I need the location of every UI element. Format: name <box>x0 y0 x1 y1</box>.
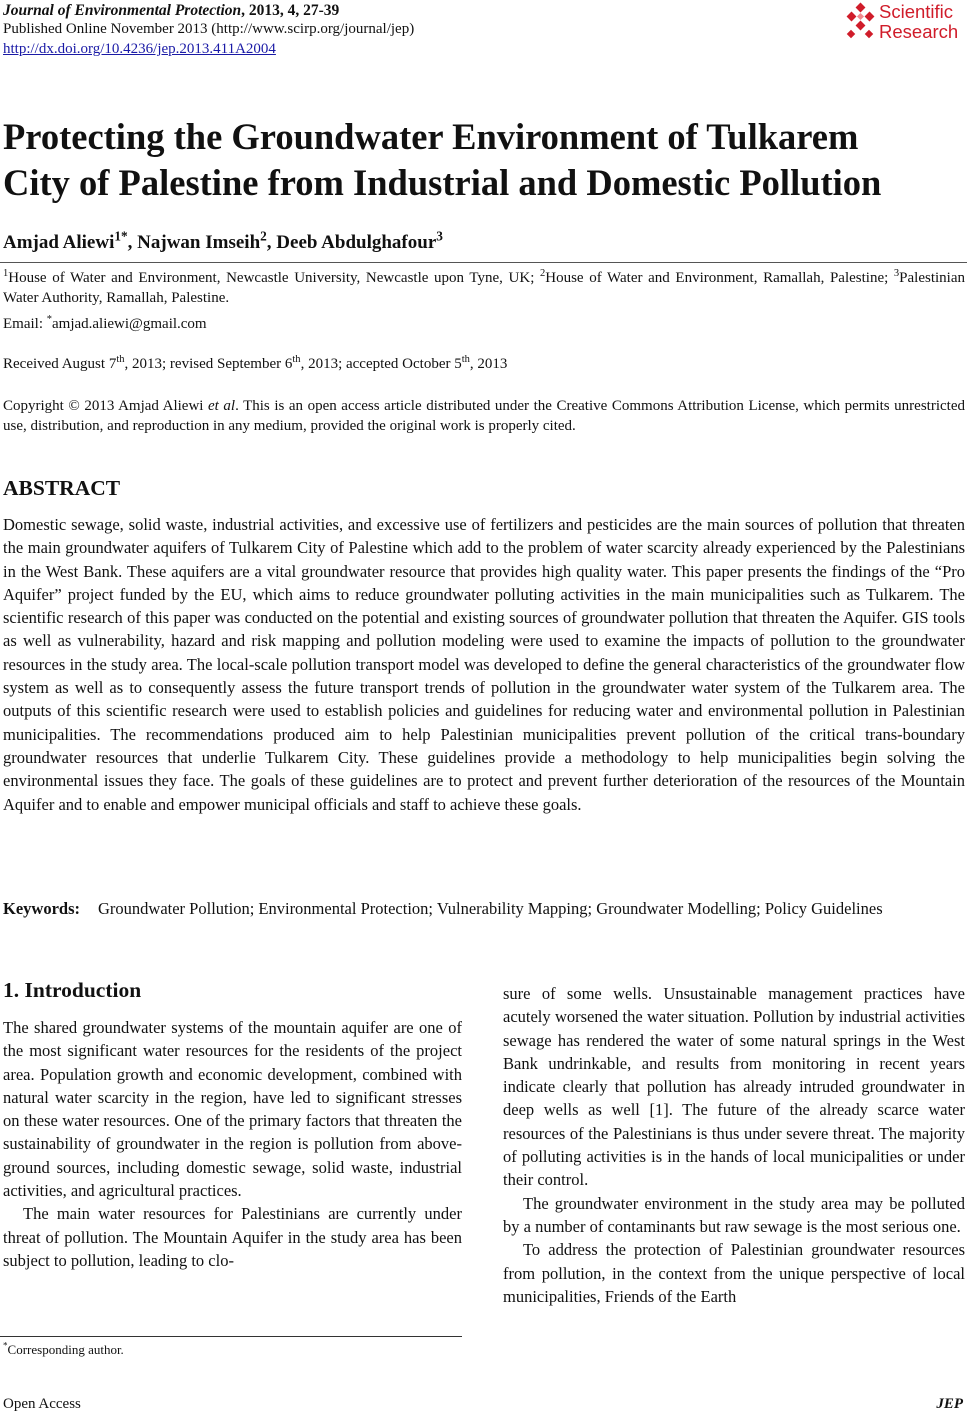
paragraph: The groundwater environment in the study area may be polluted by a number of contaminants but raw sewage is the most serious one. <box>503 1193 965 1236</box>
paragraph: The shared groundwater systems of the mountain aquifer are one of the most significant water resources for the residents of the project area. Population growth and economic development, combined with natural water scarcity in the region, have led to significant stresses on these water resources. One of the primary factors that threaten the sustainability of groundwater in the region is pollution from above-ground sources, including domestic sewage, solid waste, industrial activities, and agricultural practices. <box>3 1018 462 1201</box>
et-al: et al <box>208 398 236 414</box>
author-separator: , <box>266 232 277 253</box>
ordinal-sup: th <box>461 354 470 365</box>
right-column <box>503 982 965 1308</box>
doi-link[interactable]: http://dx.doi.org/10.4236/jep.2013.411A2004 <box>3 41 276 57</box>
section-heading-introduction: 1. Introduction <box>3 978 142 1002</box>
paper-title <box>3 114 963 206</box>
journal-name: Journal of Environmental Protection <box>3 2 242 19</box>
affiliation-2: House of Water and Environment, Ramallah, Palestine; <box>545 270 894 286</box>
copyright-text: Copyright © 2013 Amjad Aliewi <box>3 398 208 414</box>
author-affil-sup: 2 <box>260 228 267 244</box>
footnote-sup: * <box>3 1340 8 1351</box>
scirp-logo-icon <box>843 2 877 42</box>
affil-sup: 3 <box>893 268 900 279</box>
affiliations <box>3 268 965 308</box>
received-text: Received August 7 <box>3 356 117 372</box>
author-affil-sup: 1* <box>114 228 128 244</box>
affil-sup: 1 <box>3 268 9 279</box>
journal-issue: , 2013, 4, 27-39 <box>241 2 340 19</box>
affiliation-3: Palestinian Water Authority, Ramallah, Palestine. <box>3 270 965 306</box>
ordinal-sup: th <box>116 354 125 365</box>
abstract-heading: ABSTRACT <box>3 476 121 500</box>
keywords-text: Groundwater Pollution; Environmental Protection; Vulnerability Mapping; Groundwater Modelling; Policy Guidelines <box>98 899 883 918</box>
license-text: . This is an open access article distributed under the Creative Commons Attribution License, which permits unrestricted use, distribution, and reproduction in any medium, provided the original work is properly cited. <box>3 398 965 434</box>
published-online: Published Online November 2013 (http://www.scirp.org/journal/jep) <box>3 21 415 37</box>
email-address[interactable]: amjad.aliewi@gmail.com <box>52 316 207 332</box>
footer-journal-abbrev: JEP <box>936 1396 963 1412</box>
received-dates <box>3 354 507 374</box>
affil-sup: 2 <box>540 268 546 279</box>
title-line-1: Protecting the Groundwater Environment of Tulkarem <box>3 116 859 157</box>
title-line-2: City of Palestine from Industrial and Domestic Pollution <box>3 162 882 203</box>
publisher-logo <box>843 2 963 44</box>
left-column <box>3 1016 462 1272</box>
footnote-text: Corresponding author. <box>7 1342 124 1357</box>
paragraph: sure of some wells. Unsustainable management practices have acutely worsened the water situation. Pollution by industrial activities sewage has rendered the water of some natural springs in the West Bank undrinkable, and results from monitoring in recent years indicate clearly that pollution has already intruded groundwater in deep wells as well [1]. The future of the already scarce water resources of the Palestinians is thus under severe threat. The majority of polluting activities is in the hands of local municipalities or under their control. <box>503 984 965 1190</box>
author-name: Amjad Aliewi <box>3 232 115 253</box>
journal-citation <box>3 1 339 20</box>
author-name: Deeb Abdulghafour <box>276 232 437 253</box>
affiliation-1: House of Water and Environment, Newcastle University, Newcastle upon Tyne, UK; <box>8 270 540 286</box>
footnote <box>3 1342 124 1358</box>
logo-text-research: Research <box>879 21 959 42</box>
paragraph: To address the protection of Palestinian groundwater resources from pollution, in the context from the unique perspective of local municipalities, Friends of the Earth <box>503 1240 965 1306</box>
email-sup: * <box>46 314 52 325</box>
author-affil-sup: 3 <box>436 228 443 244</box>
abstract-body: Domestic sewage, solid waste, industrial activities, and excessive use of fertilizers and pesticides are the main sources of pollution that threaten the main groundwater aquifers of Tulkarem City of Palestine which add to the problem of water scarcity already experienced by the Palestinians in the West Bank. These aquifers are a vital groundwater resource that provides high quality water. This paper presents the findings of the “Pro Aquifer” project funded by the EU, which aims to reduce groundwater polluting activities in the main municipalities such as Tulkarem. The scientific research of this paper was conducted on the potential and existing sources of groundwater pollution that threaten the Aquifer. GIS tools as well as vulnerability, hazard and risk mapping and pollution modeling were used to examine the impacts of pollution to the groundwater resources in the study area. The local-scale pollution transport model was developed to define the general characteristics of the groundwater flow system as well as to consequently assess the future transport trends of pollution in the groundwater water system of the Tulkarem area. The outputs of this scientific research were used to establish policies and guidelines for reducing water and environmental pollution in Palestinian municipalities. The recommendations produced aim to help Palestinian municipalities prevent pollution of the critical trans-boundary groundwater resources that underlie Tulkarem City. These guidelines provide a methodology to help municipalities begin solving the environmental issues they face. The goals of these guidelines are to protect and prevent further deterioration of the resources of the Mountain Aquifer and to enable and empower municipal officials and staff to achieve these goals. <box>3 515 965 814</box>
year-text: , 2013 <box>469 356 508 372</box>
author-separator: , <box>127 232 138 253</box>
copyright-notice <box>3 396 965 436</box>
accepted-text: , 2013; accepted October 5 <box>300 356 462 372</box>
contact-email <box>3 314 207 334</box>
author-name: Najwan Imseih <box>137 232 261 253</box>
ordinal-sup: th <box>292 354 301 365</box>
logo-text-scientific: Scientific <box>879 1 954 22</box>
revised-text: , 2013; revised September 6 <box>124 356 293 372</box>
keywords-label: Keywords: <box>3 899 80 918</box>
author-list <box>3 228 443 254</box>
footer-open-access: Open Access <box>3 1396 81 1412</box>
footnote-divider <box>0 1336 462 1337</box>
header-divider <box>0 262 967 263</box>
paragraph: The main water resources for Palestinians are currently under threat of pollution. The Mountain Aquifer in the study area has been subject to pollution, leading to clo- <box>3 1204 462 1270</box>
email-label: Email: <box>3 316 47 332</box>
